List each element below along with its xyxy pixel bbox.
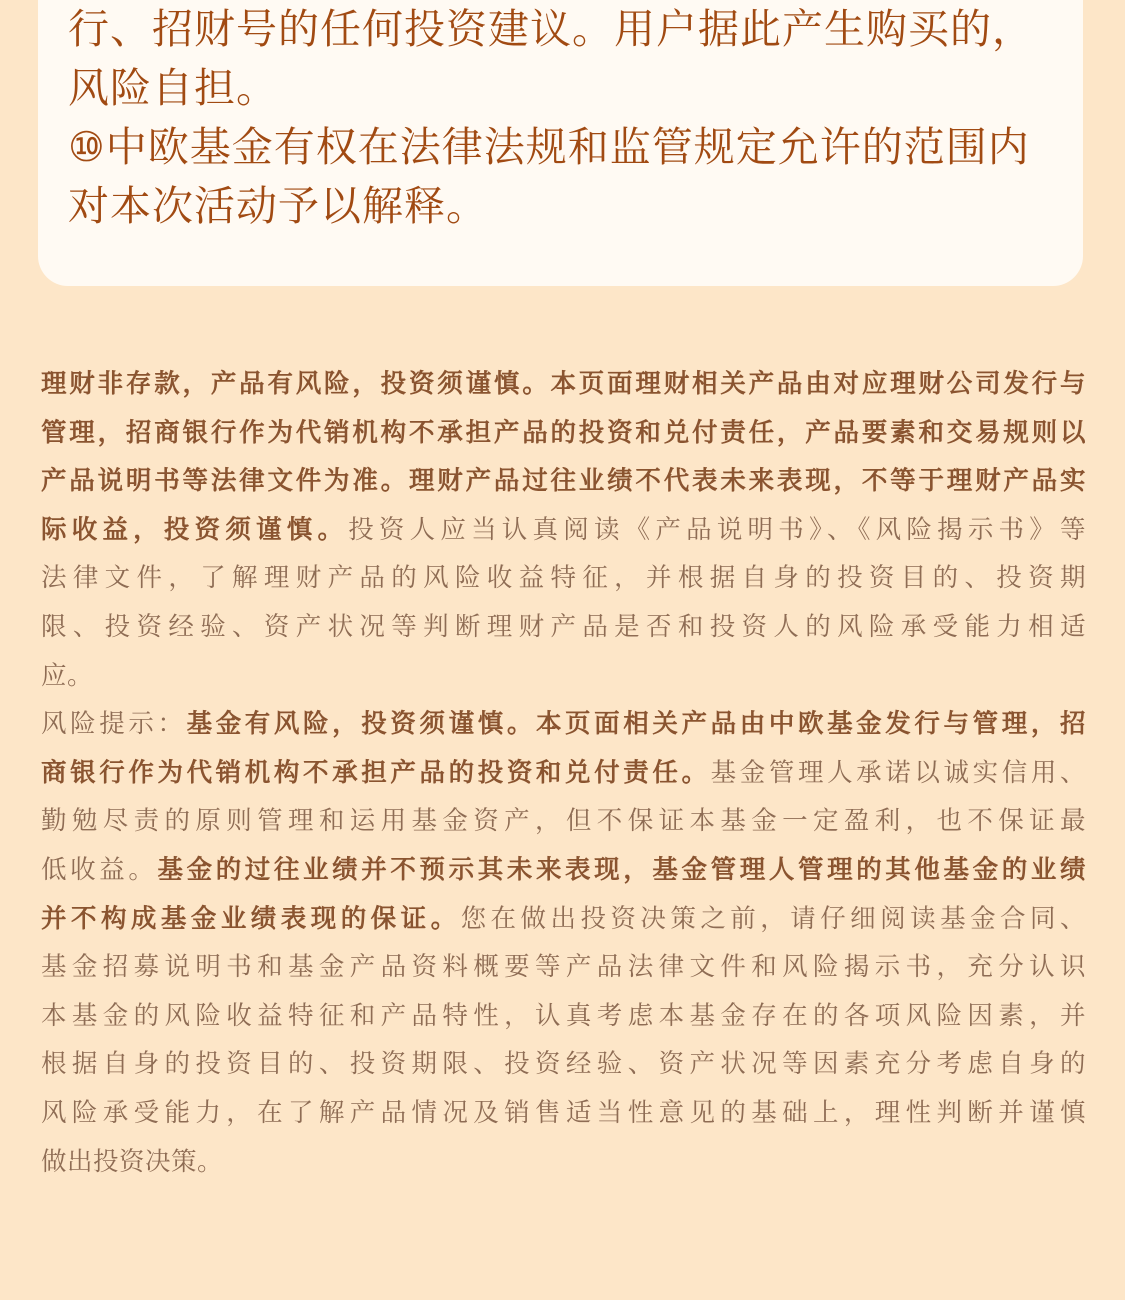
disclaimer-text: 应。 [41,660,94,691]
disclaimer-line [41,1089,1086,1138]
disclaimer-line [41,457,1086,506]
disclaimer-text: 基金招募说明书和基金产品资料概要等产品法律文件和风险揭示书，充分认识 [41,952,1086,983]
risk-disclaimer [41,360,1086,1186]
disclaimer-bold-text: 并不构成基金业绩表现的保证。 [41,903,461,934]
disclaimer-bold-text: 理财非存款，产品有风险，投资须谨慎。本页面理财相关产品由对应理财公司发行与 [41,369,1086,399]
disclaimer-bold-text: 商银行作为代销机构不承担产品的投资和兑付责任。 [41,757,711,788]
disclaimer-line [41,360,1086,409]
disclaimer-line [41,1138,1086,1187]
disclaimer-text: 本基金的风险收益特征和产品特性，认真考虑本基金存在的各项风险因素，并 [41,1000,1086,1031]
disclaimer-text: 勤勉尽责的原则管理和运用基金资产，但不保证本基金一定盈利，也不保证最 [41,806,1086,837]
disclaimer-text: 根据自身的投资目的、投资期限、投资经验、资产状况等因素充分考虑自身的 [41,1049,1086,1080]
disclaimer-text: 投资人应当认真阅读《产品说明书》、《风险揭示书》等 [348,514,1086,545]
rule-text-line: 风险自担。 [68,64,278,112]
disclaimer-line [41,652,1086,701]
disclaimer-line [41,554,1086,603]
disclaimer-text: 限、投资经验、资产状况等判断理财产品是否和投资人的风险承受能力相适 [41,611,1086,642]
disclaimer-line [41,846,1086,895]
disclaimer-line [41,700,1086,749]
disclaimer-bold-text: 基金的过往业绩并不预示其未来表现，基金管理人管理的其他基金的业绩 [157,854,1086,885]
rule-text-line: ⑩中欧基金有权在法律法规和监管规定允许的范围内 [68,123,1030,171]
disclaimer-line [41,797,1086,846]
disclaimer-text: 低收益。 [41,854,158,885]
disclaimer-bold-text: 际收益，投资须谨慎。 [41,514,349,545]
disclaimer-text: 基金管理人承诺以诚实信用、 [710,757,1086,788]
disclaimer-line [41,1040,1086,1089]
disclaimer-line [41,749,1086,798]
activity-rules-card [38,0,1083,286]
disclaimer-line [41,603,1086,652]
disclaimer-bold-text: 产品说明书等法律文件为准。理财产品过往业绩不代表未来表现，不等于理财产品实 [41,466,1086,497]
disclaimer-line [41,409,1086,458]
risk-warning-label: 风险提示： [41,709,187,740]
disclaimer-line [41,943,1086,992]
rule-text-line: 对本次活动予以解释。 [68,182,488,230]
rule-text-line: 行、招财号的任何投资建议。用户据此产生购买的， [68,5,1034,53]
disclaimer-text: 风险承受能力，在了解产品情况及销售适当性意见的基础上，理性判断并谨慎 [41,1097,1086,1128]
disclaimer-text: 做出投资决策。 [41,1146,224,1177]
disclaimer-bold-text: 管理，招商银行作为代销机构不承担产品的投资和兑付责任，产品要素和交易规则以 [41,417,1086,448]
disclaimer-text: 您在做出投资决策之前，请仔细阅读基金合同、 [460,903,1086,934]
disclaimer-line [41,992,1086,1041]
disclaimer-bold-text: 基金有风险，投资须谨慎。本页面相关产品由中欧基金发行与管理，招 [186,709,1086,740]
disclaimer-line [41,895,1086,944]
disclaimer-line [41,506,1086,555]
disclaimer-text: 法律文件，了解理财产品的风险收益特征，并根据自身的投资目的、投资期 [41,563,1086,594]
